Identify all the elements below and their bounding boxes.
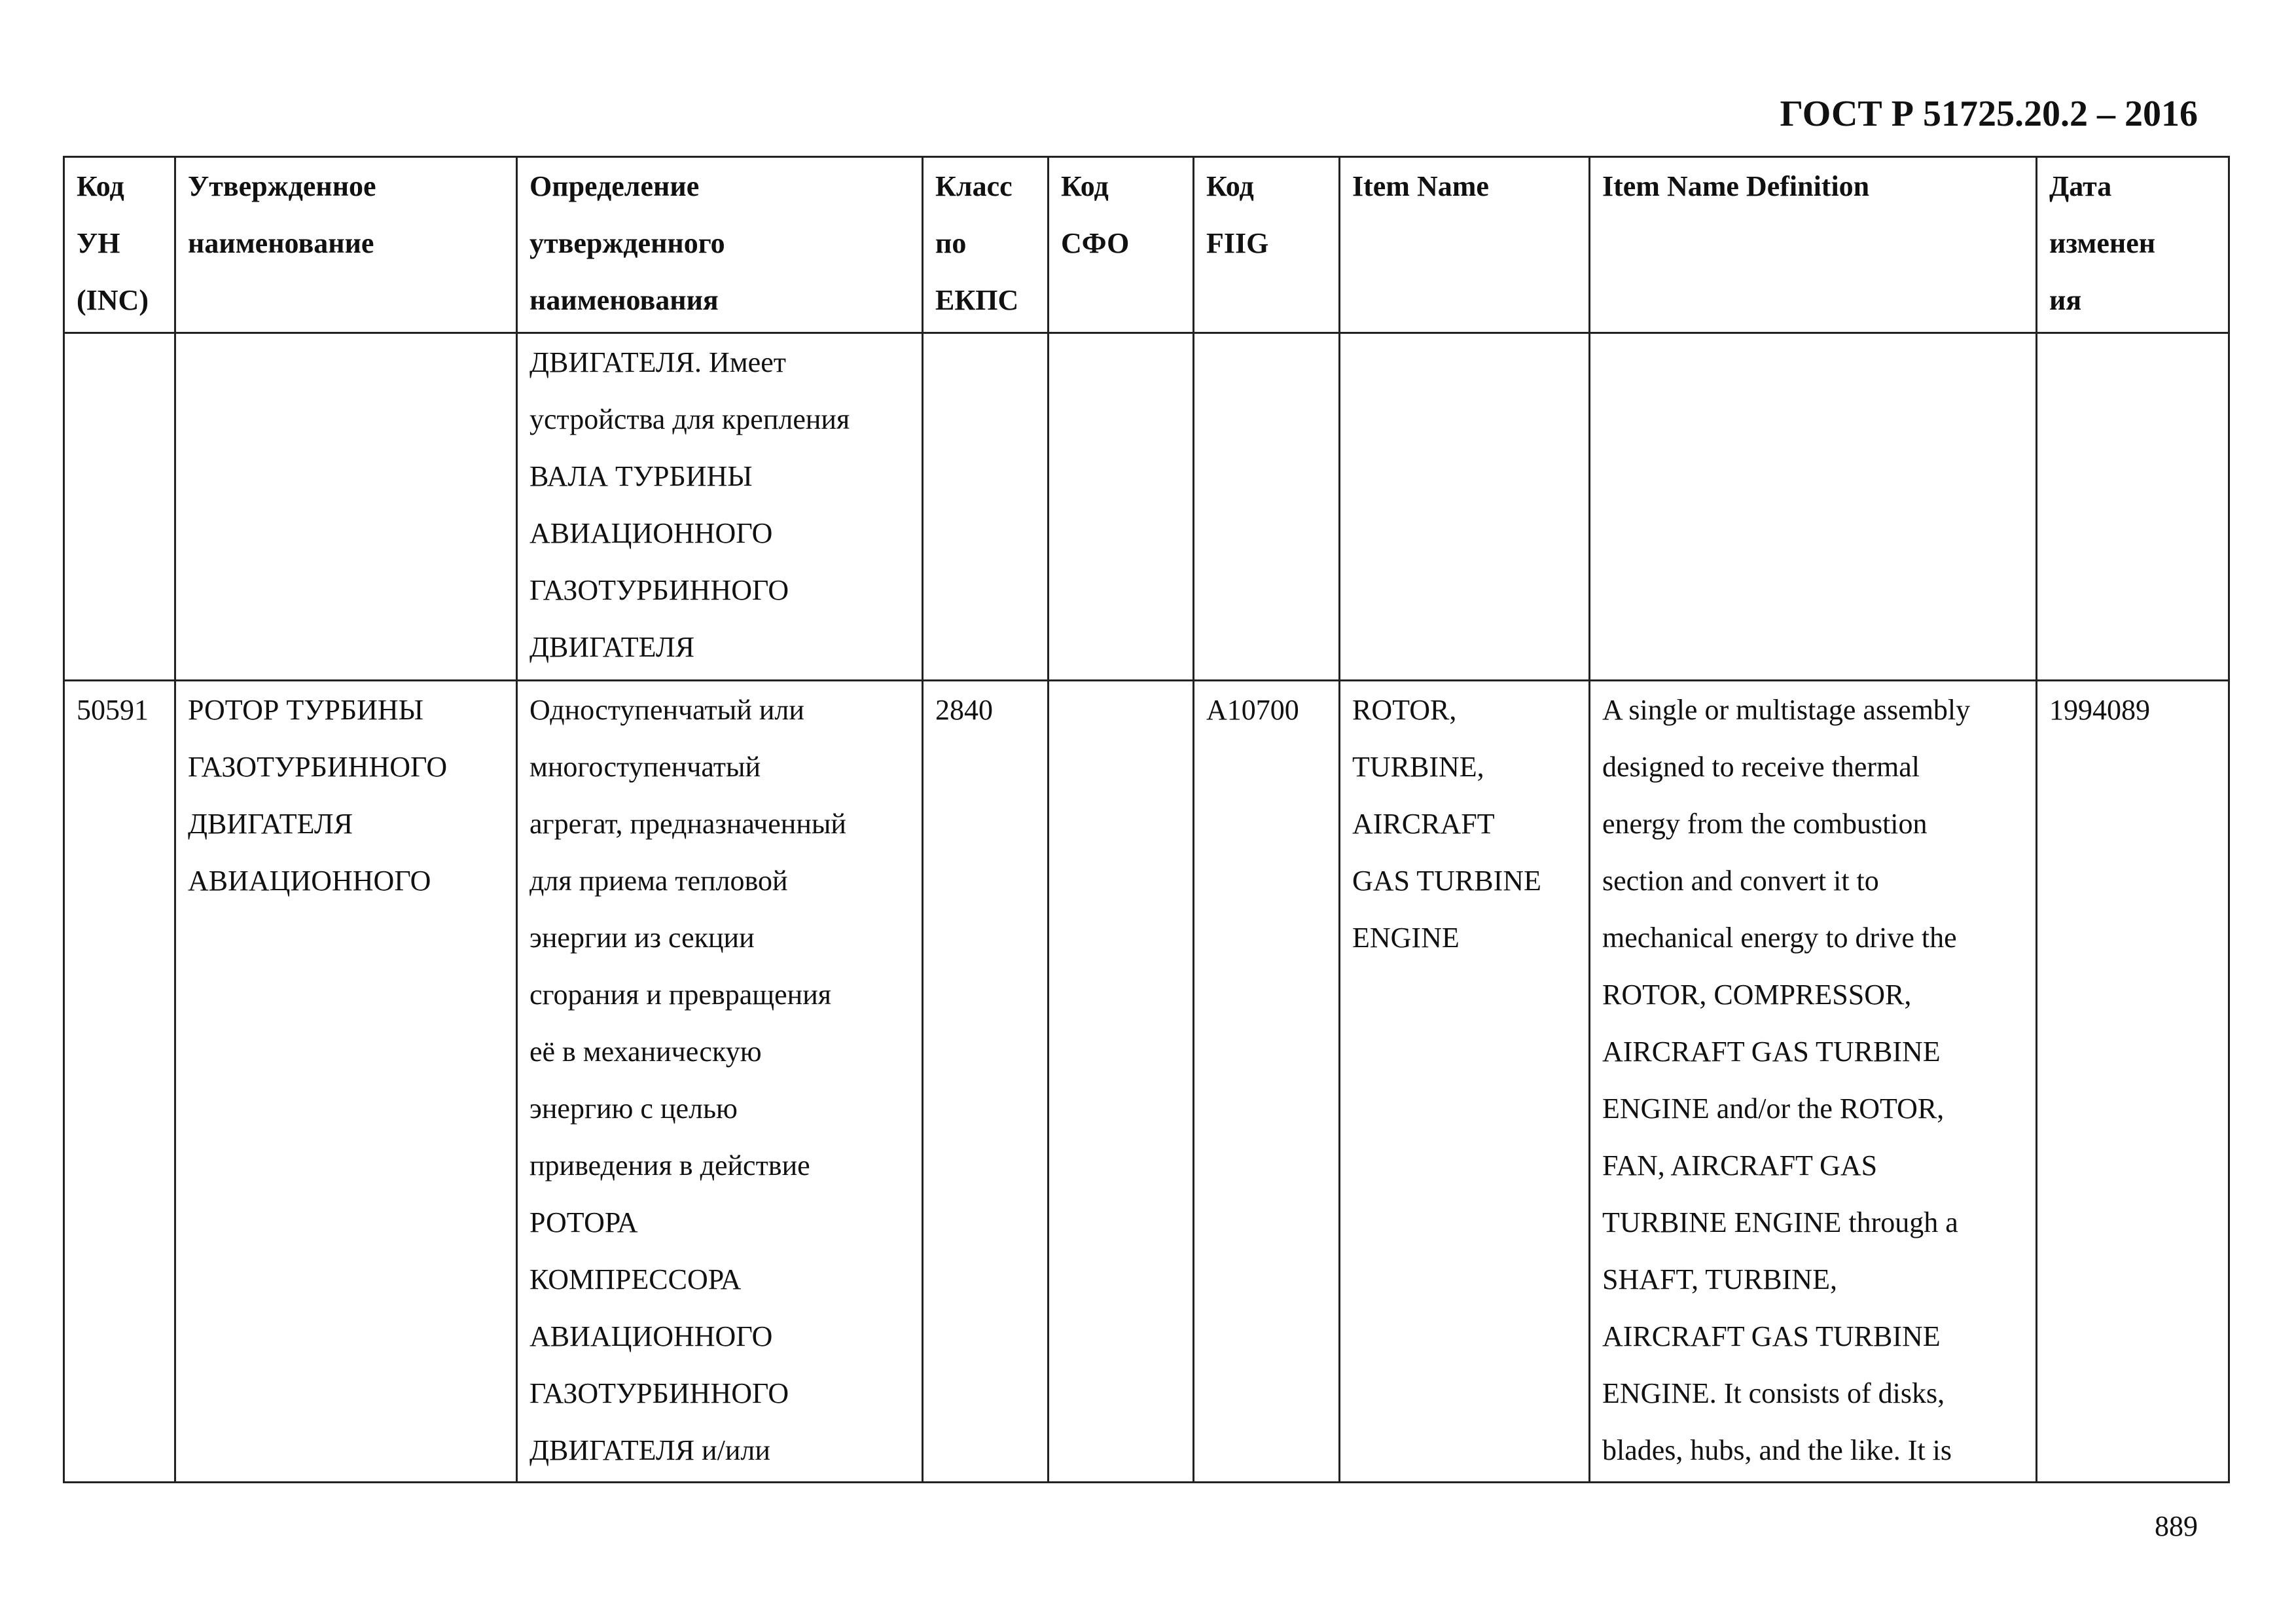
cell-line: GAS TURBINE: [1352, 865, 1541, 897]
table-row: [64, 681, 2229, 1483]
cell-line: Код: [77, 170, 124, 202]
cell-line: КОМПРЕССОРА: [529, 1263, 742, 1295]
cell-line: Определение: [529, 170, 700, 202]
cell-change-date: [2037, 333, 2229, 681]
cell-line: энергии из секции: [529, 922, 755, 954]
cell-line: УН: [77, 227, 120, 259]
cell-fiig: A10700: [1194, 681, 1340, 1483]
cell-approved-name: [175, 681, 517, 1483]
cell-line: FIIG: [1206, 227, 1269, 259]
cell-line: ГАЗОТУРБИННОГО: [529, 574, 789, 606]
cell-line: ЕКПС: [935, 284, 1019, 316]
cell-definition: [517, 333, 923, 681]
cell-inc: 50591: [64, 681, 175, 1483]
cell-line: наименование: [188, 227, 374, 259]
cell-line: designed to receive thermal: [1602, 751, 1920, 783]
cell-class: 2840: [923, 681, 1049, 1483]
cell-line: ГАЗОТУРБИННОГО: [188, 751, 448, 783]
cell-inc: [64, 333, 175, 681]
cell-line: АВИАЦИОННОГО: [529, 517, 773, 549]
header-change-date: [2037, 157, 2229, 333]
cell-line: Утвержденное: [188, 170, 376, 202]
cell-line: AIRCRAFT: [1352, 808, 1495, 840]
cell-line: energy from the combustion: [1602, 808, 1928, 840]
header-sfo: [1049, 157, 1194, 333]
cell-line: ДВИГАТЕЛЯ и/или: [529, 1434, 770, 1466]
cell-line: Класс: [935, 170, 1013, 202]
cell-line: ENGINE: [1352, 922, 1460, 954]
cell-line: энергию с целью: [529, 1092, 738, 1125]
cell-item-name: [1340, 333, 1590, 681]
cell-line: section and convert it to: [1602, 865, 1879, 897]
header-class: [923, 157, 1049, 333]
cell-line: изменен: [2049, 227, 2156, 259]
cell-line: (INC): [77, 284, 149, 316]
header-approved-name: [175, 157, 517, 333]
cell-sfo: [1049, 681, 1194, 1483]
cell-line: наименования: [529, 284, 719, 316]
cell-line: ROTOR, COMPRESSOR,: [1602, 979, 1912, 1011]
cell-line: Код: [1061, 170, 1109, 202]
cell-item-name: [1340, 681, 1590, 1483]
cell-line: СФО: [1061, 227, 1130, 259]
header-inc: [64, 157, 175, 333]
cell-line: ENGINE. It consists of disks,: [1602, 1377, 1945, 1409]
cell-line: ВАЛА ТУРБИНЫ: [529, 460, 753, 492]
cell-fiig: [1194, 333, 1340, 681]
cell-line: Одноступенчатый или: [529, 694, 804, 726]
table-row-continuation: [64, 333, 2229, 681]
cell-line: её в механическую: [529, 1036, 762, 1068]
header-definition: [517, 157, 923, 333]
cell-line: AIRCRAFT GAS TURBINE: [1602, 1036, 1941, 1068]
cell-line: ГАЗОТУРБИННОГО: [529, 1377, 789, 1409]
cell-line: ДВИГАТЕЛЯ. Имеет: [529, 346, 786, 378]
cell-line: Item Name Definition: [1602, 170, 1870, 202]
cell-line: ДВИГАТЕЛЯ: [529, 631, 695, 663]
cell-line: приведения в действие: [529, 1149, 810, 1182]
cell-item-name-definition: [1590, 681, 2037, 1483]
cell-line: агрегат, предназначенный: [529, 808, 846, 840]
header-item-name: [1340, 157, 1590, 333]
cell-definition: [517, 681, 923, 1483]
cell-line: mechanical energy to drive the: [1602, 922, 1957, 954]
page-number: 889: [2155, 1510, 2198, 1542]
cell-line: РОТОР ТУРБИНЫ: [188, 694, 424, 726]
cell-line: AIRCRAFT GAS TURBINE: [1602, 1320, 1941, 1352]
cell-line: для приема тепловой: [529, 865, 788, 897]
cell-line: ENGINE and/or the ROTOR,: [1602, 1092, 1945, 1125]
cell-item-name-definition: [1590, 333, 2037, 681]
table-header-row: [64, 157, 2229, 333]
cell-line: многоступенчатый: [529, 751, 761, 783]
cell-line: FAN, AIRCRAFT GAS: [1602, 1149, 1878, 1182]
cell-line: сгорания и превращения: [529, 979, 832, 1011]
standard-id: ГОСТ Р 51725.20.2 – 2016: [1780, 94, 2198, 134]
cell-line: АВИАЦИОННОГО: [188, 865, 431, 897]
cell-sfo: [1049, 333, 1194, 681]
cell-line: ROTOR,: [1352, 694, 1457, 726]
cell-line: ДВИГАТЕЛЯ: [188, 808, 353, 840]
cell-approved-name: [175, 333, 517, 681]
cell-line: TURBINE,: [1352, 751, 1484, 783]
cell-line: РОТОРА: [529, 1206, 638, 1238]
cell-line: ия: [2049, 284, 2082, 316]
header-item-name-definition: [1590, 157, 2037, 333]
catalog-table: [63, 156, 2230, 1483]
cell-line: АВИАЦИОННОГО: [529, 1320, 773, 1352]
cell-change-date: 1994089: [2037, 681, 2229, 1483]
cell-line: blades, hubs, and the like. It is: [1602, 1434, 1952, 1466]
cell-line: A single or multistage assembly: [1602, 694, 1971, 726]
cell-line: устройства для крепления: [529, 403, 850, 435]
cell-line: Дата: [2049, 170, 2112, 202]
cell-line: Код: [1206, 170, 1254, 202]
cell-line: по: [935, 227, 967, 259]
header-fiig: [1194, 157, 1340, 333]
cell-line: TURBINE ENGINE through a: [1602, 1206, 1958, 1238]
cell-line: Item Name: [1352, 170, 1489, 202]
cell-class: [923, 333, 1049, 681]
cell-line: SHAFT, TURBINE,: [1602, 1263, 1837, 1295]
cell-line: утвержденного: [529, 227, 725, 259]
